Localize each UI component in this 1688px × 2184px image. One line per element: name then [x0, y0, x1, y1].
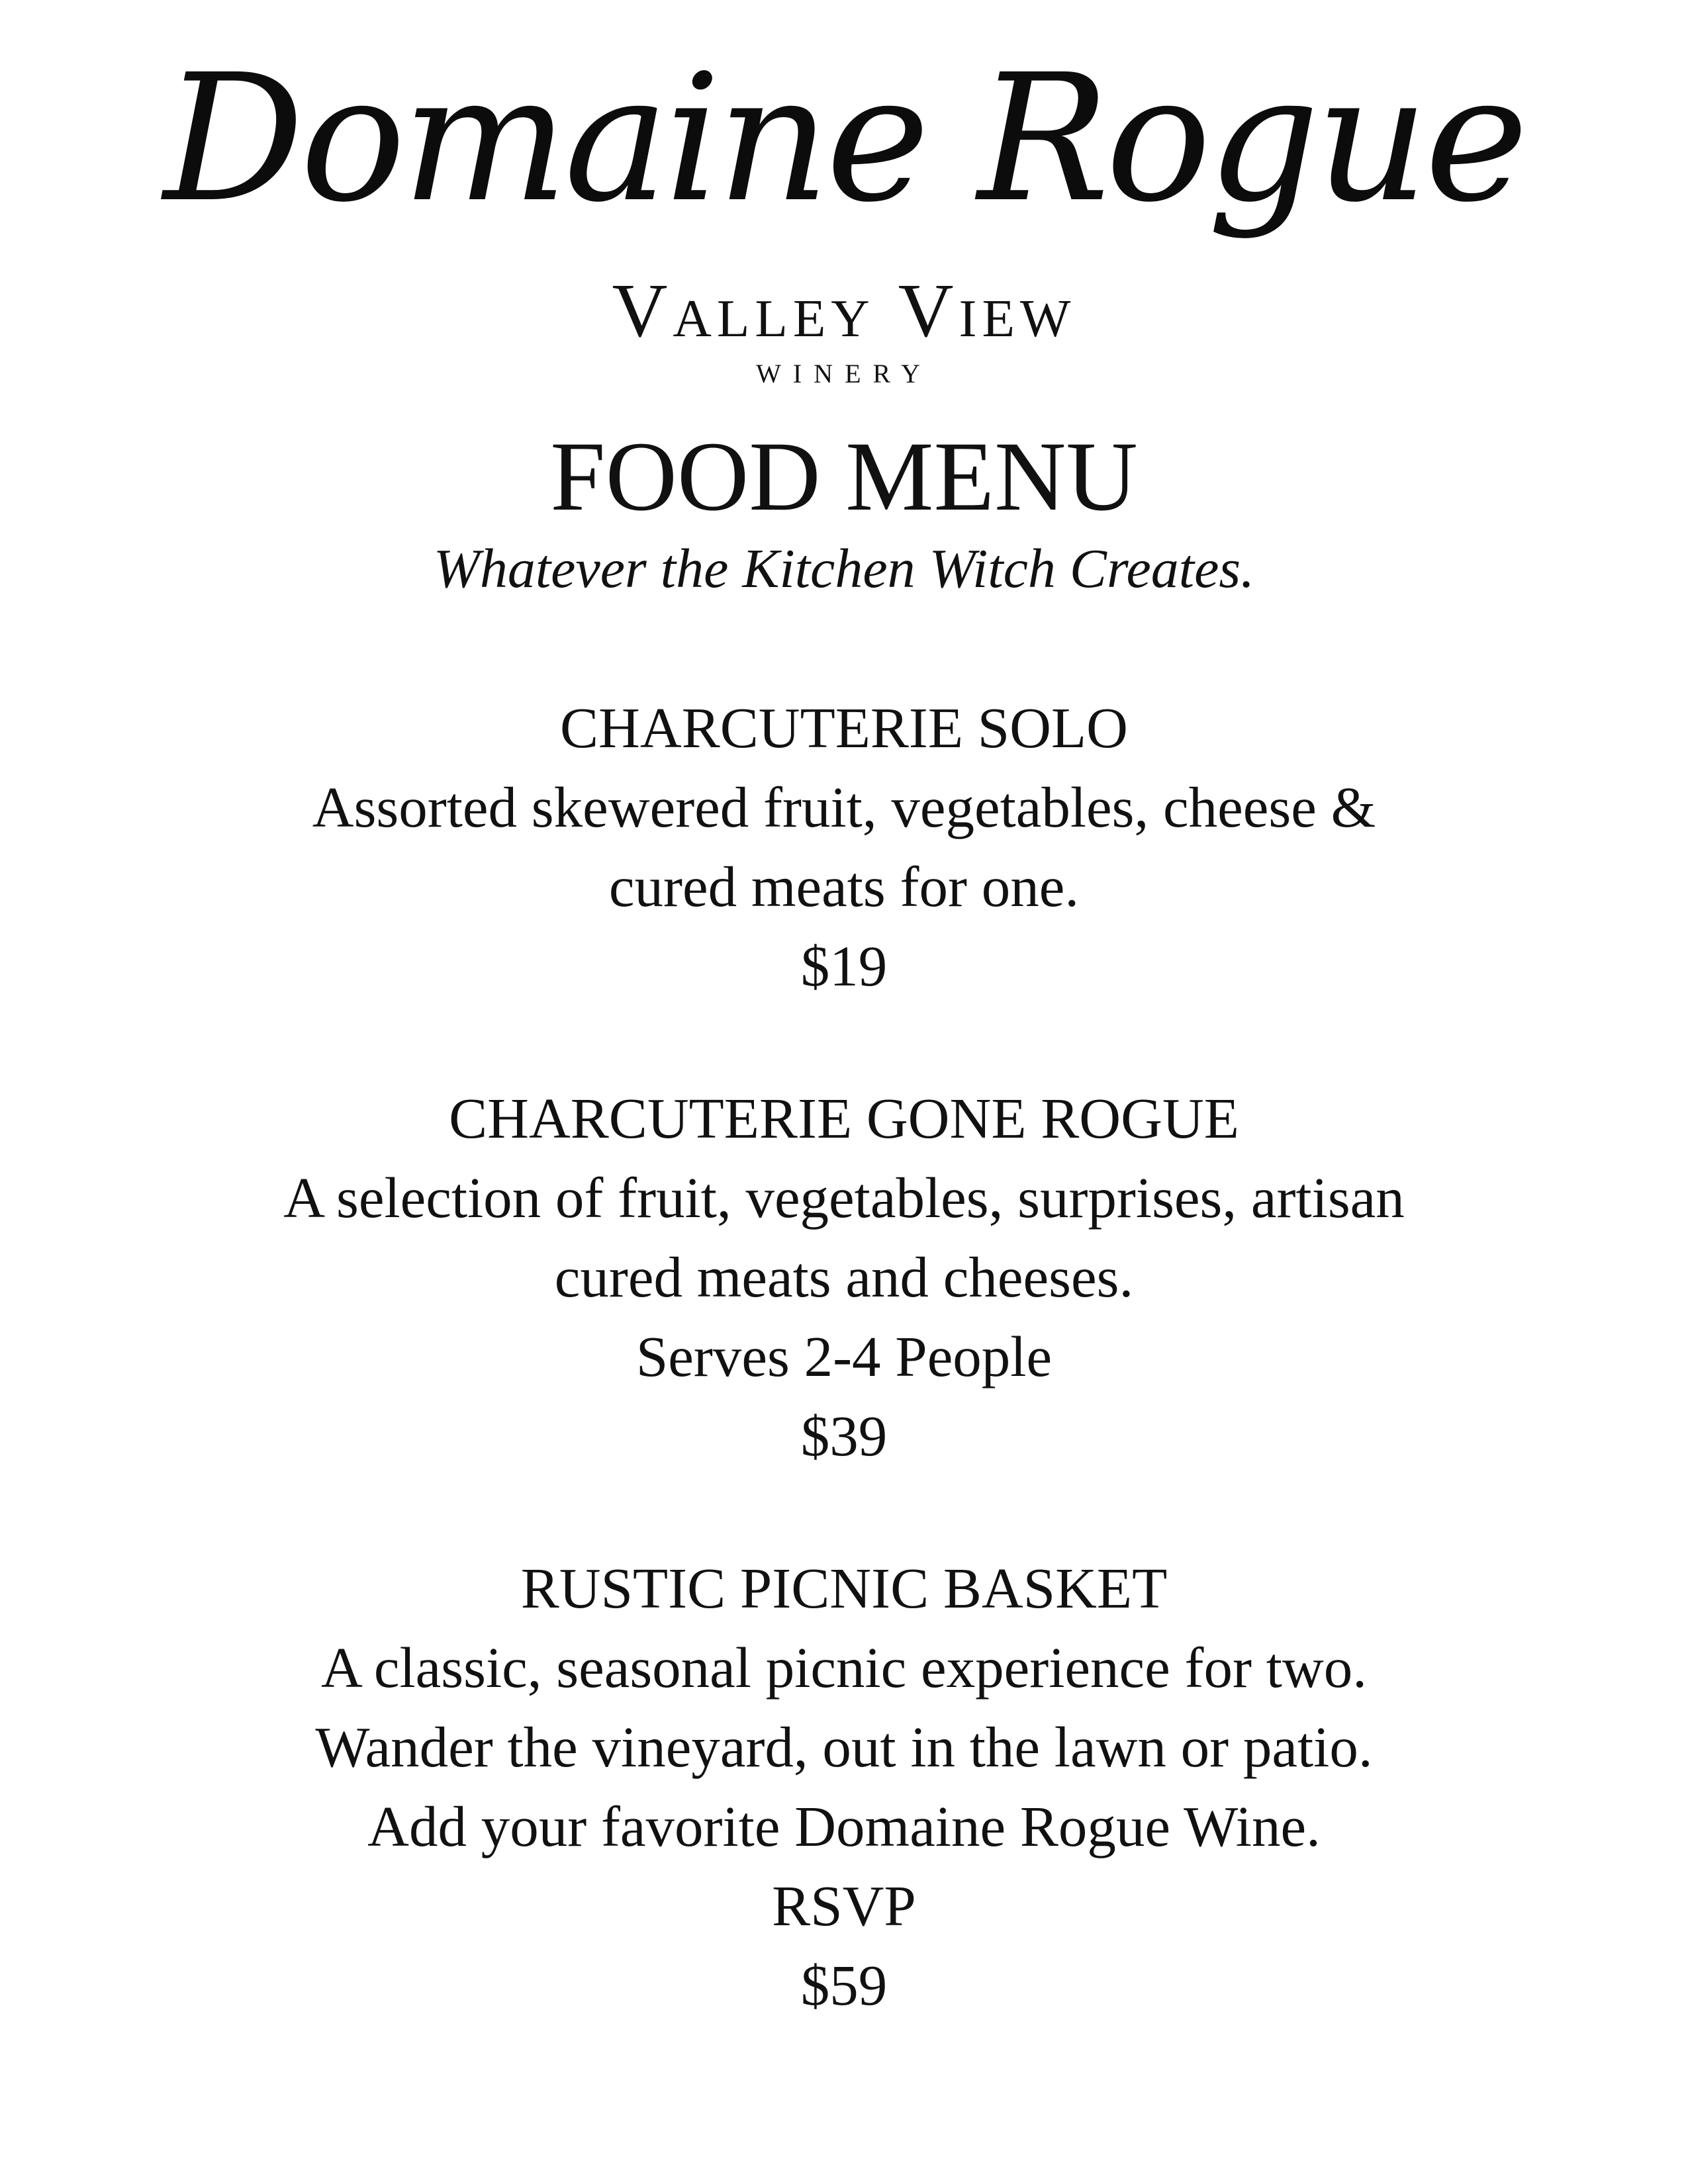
valley-view-logo: Valley View	[612, 269, 1076, 353]
domaine-rogue-logo: Domaine Rogue	[164, 37, 1524, 241]
item-2-description-line-1: A selection of fruit, vegetables, surprises, artisan	[283, 1165, 1405, 1230]
item-3-description-line-4: RSVP	[772, 1874, 916, 1938]
item-3-description-line-2: Wander the vineyard, out in the lawn or patio.	[315, 1715, 1373, 1779]
item-3-description-line-3: Add your favorite Domaine Rogue Wine.	[367, 1794, 1321, 1858]
item-1-price: $19	[800, 934, 888, 998]
item-3-price: $59	[800, 1953, 888, 2017]
item-1-description-line-1: Assorted skewered fruit, vegetables, cheese &	[312, 775, 1376, 839]
item-2-price: $39	[800, 1404, 888, 1468]
item-3-name: RUSTIC PICNIC BASKET	[520, 1556, 1168, 1620]
page-title: FOOD MENU	[550, 422, 1138, 531]
item-2-name: CHARCUTERIE GONE ROGUE	[449, 1086, 1239, 1150]
item-3-description-line-1: A classic, seasonal picnic experience for two.	[321, 1635, 1367, 1700]
item-2-description-line-2: cured meats and cheeses.	[554, 1245, 1134, 1309]
winery-label: WINERY	[756, 359, 932, 388]
menu-tagline: Whatever the Kitchen Witch Creates.	[433, 538, 1255, 600]
item-1-name: CHARCUTERIE SOLO	[560, 696, 1128, 760]
item-2-description-line-3: Serves 2-4 People	[635, 1324, 1053, 1388]
item-1-description-line-2: cured meats for one.	[608, 854, 1080, 919]
